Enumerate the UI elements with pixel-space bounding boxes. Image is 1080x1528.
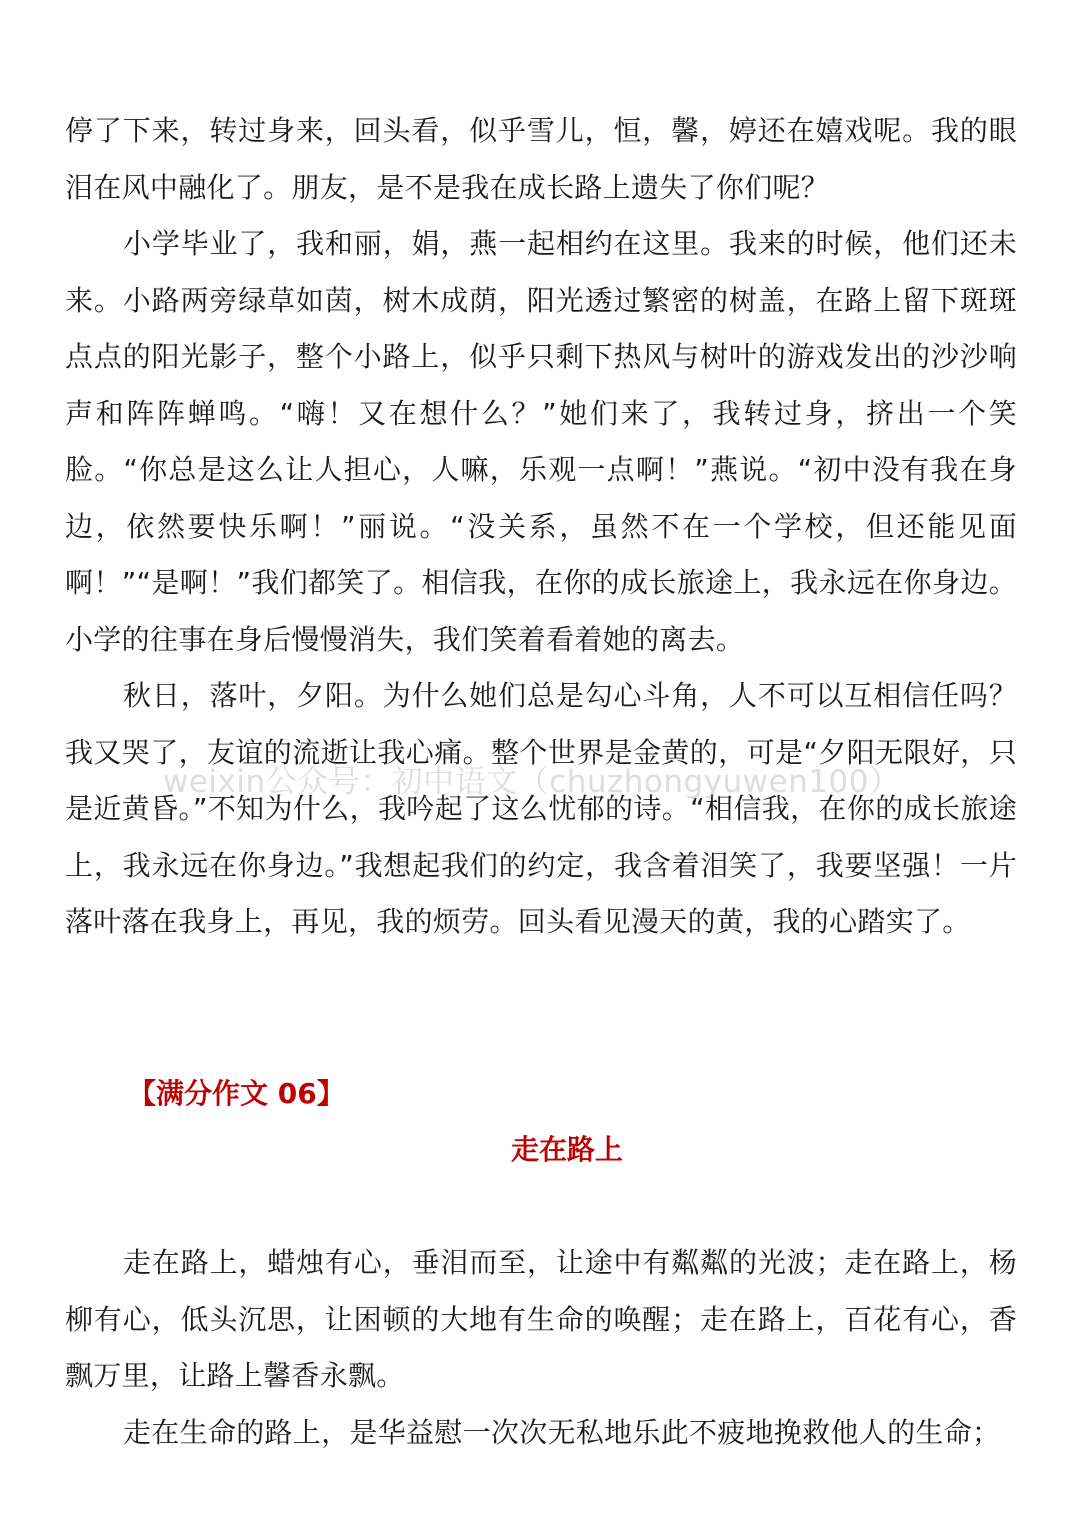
essay-paragraph-2: 走在生命的路上，是华益慰一次次无私地乐此不疲地挽救他人的生命； — [123, 1416, 1001, 1449]
watermark: weixin公众号：初中语文（chuzhongyuwen100） — [163, 764, 901, 800]
essay-title: 走在路上 — [511, 1133, 624, 1166]
paragraph-1: 停了下来，转过身来，回头看，似乎雪儿，恒，馨，婷还在嬉戏呢。我的眼泪在风中融化了。朋友，是不是我在成长路上遗失了你们呢？ — [65, 114, 1017, 204]
paragraph-3: 秋日，落叶，夕阳。为什么她们总是勾心斗角，人不可以互相信任吗？我又哭了，友谊的流逝让我心痛。整个世界是金黄的，可是“夕阳无限好，只是近黄昏。”不知为什么，我吟起了这么忧郁的诗。“相信我，在你的成长旅途上，我永远在你身边。”我想起我们的约定，我含着泪笑了，我要坚强！一片落叶落在我身上，再见，我的烦劳。回头看见漫天的黄，我的心踏实了。 — [65, 679, 1017, 938]
paragraph-2: 小学毕业了，我和丽，娟，燕一起相约在这里。我来的时候，他们还未来。小路两旁绿草如茵，树木成荫，阳光透过繁密的树盖，在路上留下斑斑点点的阳光影子，整个小路上，似乎只剩下热风与树叶的游戏发出的沙沙响声和阵阵蝉鸣。“嗨！又在想什么？”她们来了，我转过身，挤出一个笑脸。“你总是这么让人担心，人嘛，乐观一点啊！”燕说。“初中没有我在身边，依然要快乐啊！”丽说。“没关系，虽然不在一个学校，但还能见面啊！”“是啊！”我们都笑了。相信我，在你的成长旅途上，我永远在你身边。小学的往事在身后慢慢消失，我们笑着看着她的离去。 — [65, 227, 1017, 656]
essay-paragraph-1: 走在路上，蜡烛有心，垂泪而至，让途中有粼粼的光波；走在路上，杨柳有心，低头沉思，让困顿的大地有生命的唤醒；走在路上，百花有心，香飘万里，让路上馨香永飘。 — [65, 1246, 1017, 1392]
section-label: 【满分作文 06】 — [128, 1077, 345, 1110]
